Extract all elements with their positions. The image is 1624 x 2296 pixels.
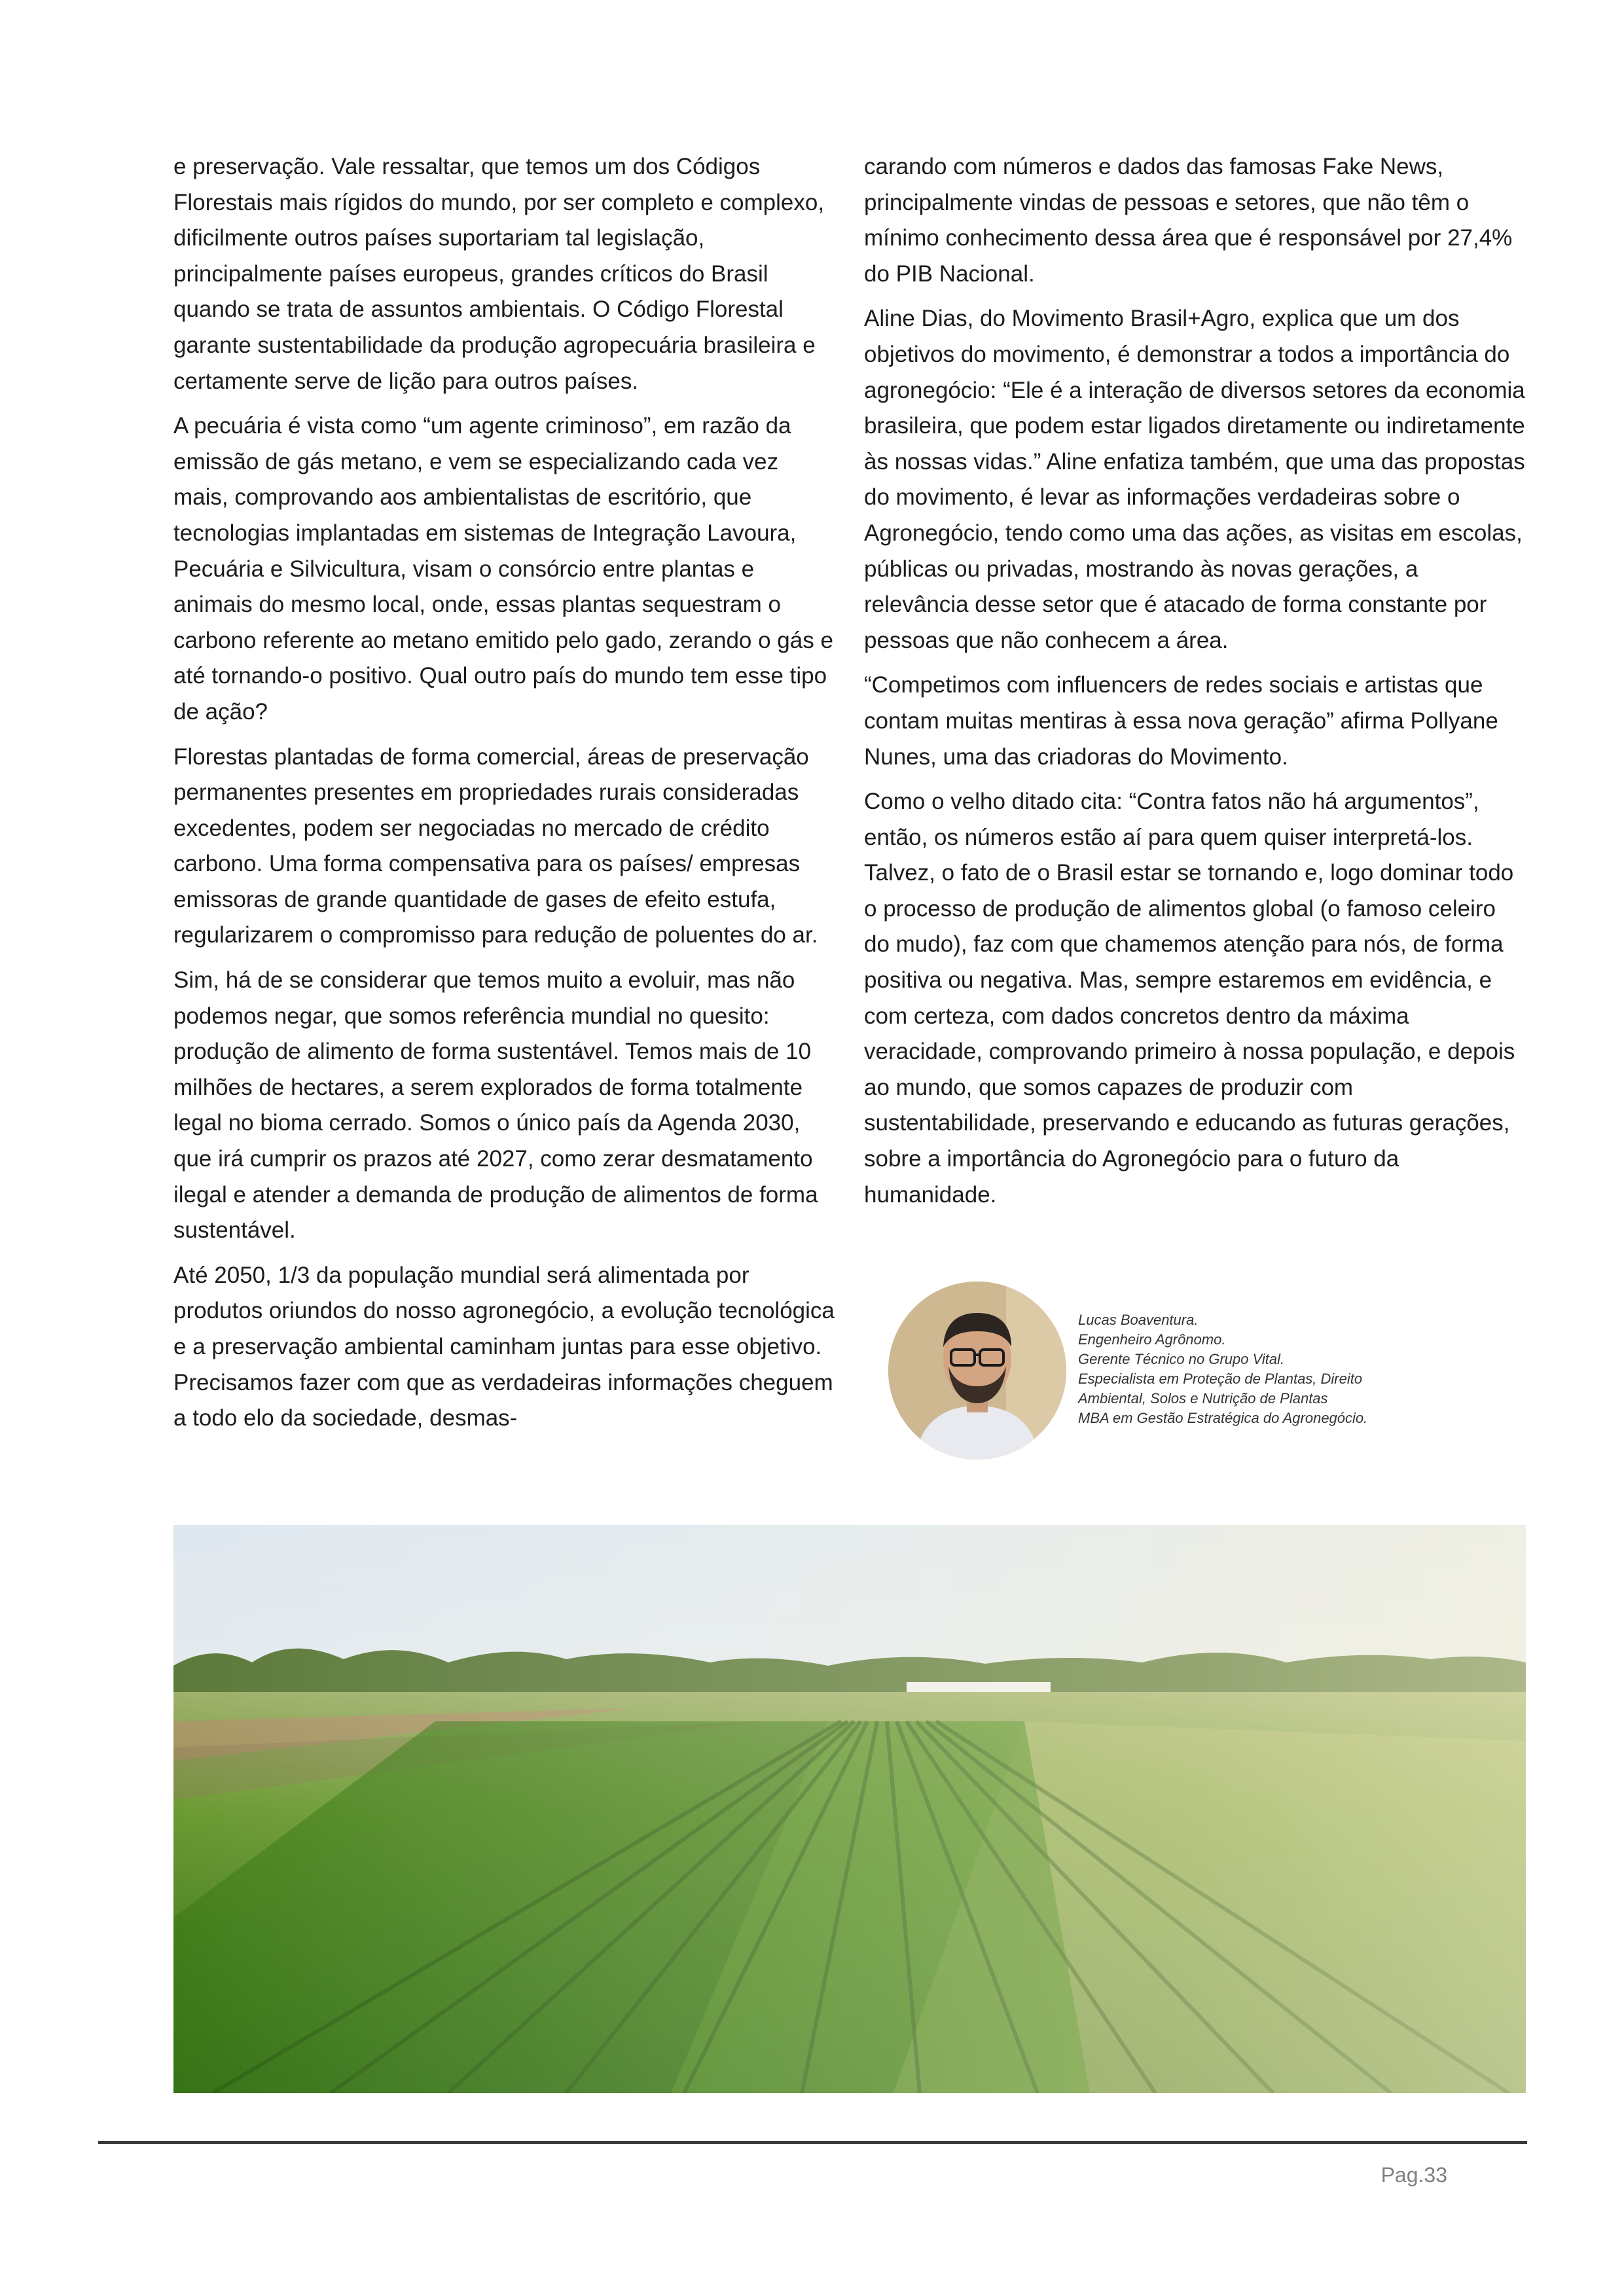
paragraph: Como o velho ditado cita: “Contra fatos não há argumentos”, então, os números estão aí para quem quiser interpretá-los. Talvez, o fato de o Brasil estar se tornando e, logo dominar todo o processo de produção de alimentos global (o famoso celeiro do mudo), faz com que chamemos atenção para nós, de forma positiva ou negativa. Mas, sempre estaremos em evidência, e com certeza, com dados concretos dentro da máxima veracidade, comprovando primeiro à nossa população, e depois ao mundo, que somos capazes de produzir com sustentabilidade, preservando e educando as futuras gerações, sobre a importância do Agronegócio para o futuro da humanidade. — [864, 789, 1515, 1208]
paragraph: Sim, há de se considerar que temos muito a evoluir, mas não podemos negar, que somos referência mundial no quesito: produção de alimento de forma sustentável. Temos mais de 10 milhões de hectares, a serem explorados de forma totalmente legal no bioma cerrado. Somos o único país da Agenda 2030, que irá cumprir os prazos até 2027, como zerar desmatamento ilegal e atender a demanda de produção de alimentos de forma sustentável. — [173, 967, 818, 1244]
paragraph: Aline Dias, do Movimento Brasil+Agro, explica que um dos objetivos do movimento, é demonstrar a todos a importância do agronegócio: “Ele é a interação de diversos setores da economia brasileira, que podem estar ligados diretamente ou indiretamente às nossas vidas.” Aline enfatiza também, que uma das propostas do movimento, é levar as informações verdadeiras sobre o Agronegócio, tendo como uma das ações, as visitas em escolas, públicas ou privadas, mostrando às novas gerações, a relevância desse setor que é atacado de forma constante por pessoas que não conhecem a área. — [864, 306, 1525, 653]
paragraph: Florestas plantadas de forma comercial, áreas de preservação permanentes presentes em propriedades rurais consideradas excedentes, podem ser negociadas no mercado de crédito carbono. Uma forma compensativa para os países/ empresas emissoras de grande quantidade de gases de efeito estufa, regularizarem o compromisso para redução de poluentes do ar. — [173, 744, 818, 948]
paragraph: “Competimos com influencers de redes sociais e artistas que contam muitas mentiras à essa nova geração” afirma Pollyane Nunes, uma das criadoras do Movimento. — [864, 672, 1498, 770]
author-box — [888, 1282, 1543, 1460]
right-column — [864, 149, 1525, 1222]
paragraph: e preservação. Vale ressaltar, que temos um dos Códigos Florestais mais rígidos do mundo, por ser completo e complexo, dificilmente outros países suportariam tal legislação, principalmente países europeus, grandes críticos do Brasil quando se trata de assuntos ambientais. O Código Florestal garante sustentabilidade da produção agropecuária brasileira e certamente serve de lição para outros países. — [173, 154, 825, 394]
footer-divider — [98, 2141, 1527, 2144]
author-specialty-cont: Ambiental, Solos e Nutrição de Plantas — [1078, 1390, 1328, 1407]
author-title: Engenheiro Agrônomo. — [1078, 1331, 1226, 1348]
paragraph: Até 2050, 1/3 da população mundial será alimentada por produtos oriundos do nosso agronegócio, a evolução tecnológica e a preservação ambiental caminham juntas para esse objetivo. Precisamos fazer com que as verdadeiras informações cheguem a todo elo da sociedade, desmas- — [173, 1262, 835, 1431]
author-name: Lucas Boaventura. — [1078, 1312, 1199, 1328]
crop-field-photo — [173, 1525, 1526, 2093]
left-column — [173, 149, 835, 1446]
author-bio — [1078, 1310, 1367, 1428]
author-role: Gerente Técnico no Grupo Vital. — [1078, 1351, 1285, 1367]
paragraph: A pecuária é vista como “um agente criminoso”, em razão da emissão de gás metano, e vem se especializando cada vez mais, comprovando aos ambientalistas de escritório, que tecnologias implantadas em sistemas de Integração Lavoura, Pecuária e Silvicultura, visam o consórcio entre plantas e animais do mesmo local, onde, essas plantas sequestram o carbono referente ao metano emitido pelo gado, zerando o gás e até tornando-o positivo. Qual outro país do mundo tem esse tipo de ação? — [173, 413, 833, 725]
paragraph: carando com números e dados das famosas Fake News, principalmente vindas de pessoas e setores, que não têm o mínimo conhecimento dessa área que é responsável por 27,4% do PIB Nacional. — [864, 154, 1513, 287]
farm-field-image — [173, 1525, 1526, 2093]
page-number: Pag.33 — [1380, 2163, 1447, 2187]
person-portrait-icon — [888, 1282, 1066, 1460]
author-mba: MBA em Gestão Estratégica do Agronegócio. — [1078, 1410, 1368, 1426]
author-specialty: Especialista em Proteção de Plantas, Direito — [1078, 1371, 1363, 1387]
author-photo — [888, 1282, 1066, 1460]
